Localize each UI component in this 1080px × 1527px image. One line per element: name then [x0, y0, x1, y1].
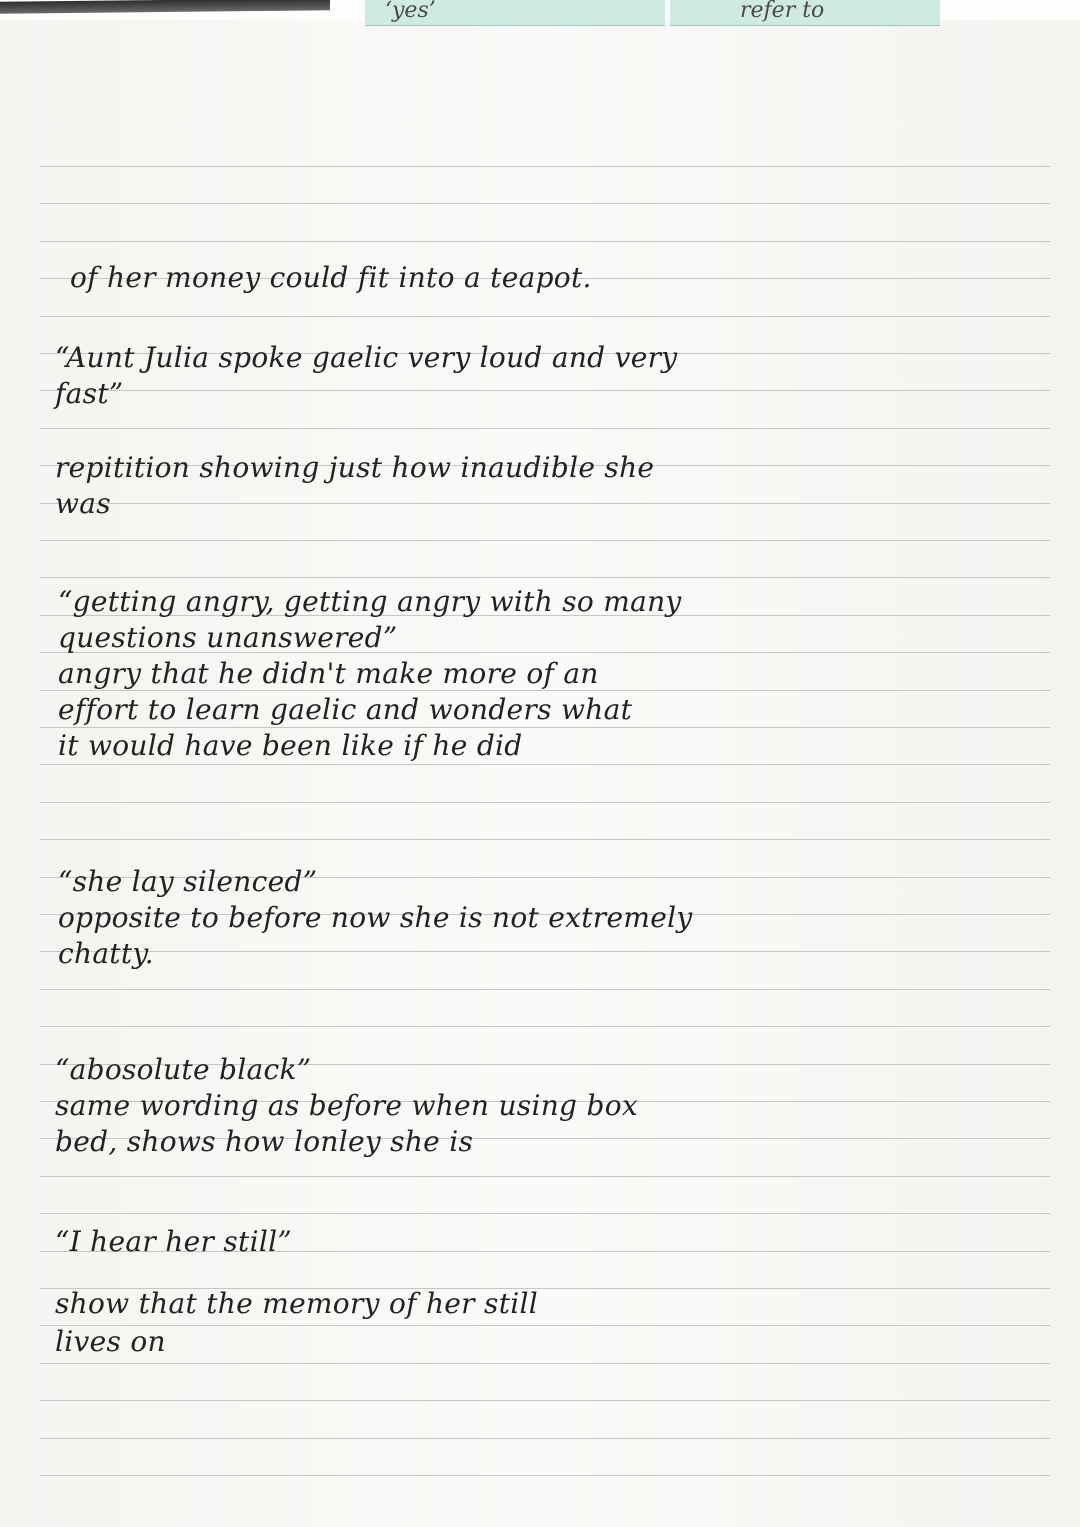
- ruled-line: [40, 390, 1050, 391]
- ruled-line: [40, 1325, 1050, 1326]
- analysis-line: angry that he didn't make more of an: [58, 657, 599, 690]
- ruled-line: [40, 1475, 1050, 1476]
- ruled-line: [40, 166, 1050, 167]
- ruled-line: [40, 839, 1050, 840]
- analysis-line: same wording as before when using box: [55, 1089, 638, 1122]
- analysis-line: lives on: [55, 1325, 166, 1358]
- quote-line: questions unanswered”: [58, 621, 398, 654]
- ruled-line: [40, 540, 1050, 541]
- analysis-line: chatty.: [58, 937, 155, 970]
- analysis-line: opposite to before now she is not extremely: [58, 901, 693, 934]
- quote-line: “I hear her still”: [55, 1225, 292, 1258]
- analysis-line: repitition showing just how inaudible she: [55, 451, 655, 484]
- ruled-line: [40, 989, 1050, 990]
- ruled-line: [40, 503, 1050, 504]
- ruled-line: [40, 690, 1050, 691]
- ruled-line: [40, 1400, 1050, 1401]
- quote-line: “getting angry, getting angry with so many: [58, 585, 682, 618]
- quote-line: “Aunt Julia spoke gaelic very loud and very: [55, 341, 678, 374]
- ruled-line: [40, 951, 1050, 952]
- ruled-line: [40, 1026, 1050, 1027]
- quote-line: “abosolute black”: [55, 1053, 312, 1086]
- ruled-line: [40, 577, 1050, 578]
- analysis-line: show that the memory of her still: [55, 1287, 539, 1320]
- analysis-line: effort to learn gaelic and wonders what: [58, 693, 633, 726]
- ruled-line: [40, 316, 1050, 317]
- ruled-line: [40, 764, 1050, 765]
- quote-line: “she lay silenced”: [58, 865, 318, 898]
- ruled-line: [40, 1438, 1050, 1439]
- ruled-line: [40, 1213, 1050, 1214]
- quote-line: fast”: [55, 377, 124, 410]
- ruled-line: [40, 802, 1050, 803]
- top-tab-yes: ‘yes’: [365, 0, 665, 26]
- analysis-line: bed, shows how lonley she is: [55, 1125, 474, 1158]
- ruled-line: [40, 428, 1050, 429]
- note-line: of her money could fit into a teapot.: [70, 261, 592, 294]
- analysis-line: it would have been like if he did: [58, 729, 523, 762]
- ruled-line: [40, 727, 1050, 728]
- ruled-line: [40, 241, 1050, 242]
- ruled-line: [40, 203, 1050, 204]
- analysis-line: was: [55, 487, 111, 520]
- top-tab-refer-to: refer to: [670, 0, 940, 26]
- ruled-line: [40, 1176, 1050, 1177]
- ruled-line: [40, 1363, 1050, 1364]
